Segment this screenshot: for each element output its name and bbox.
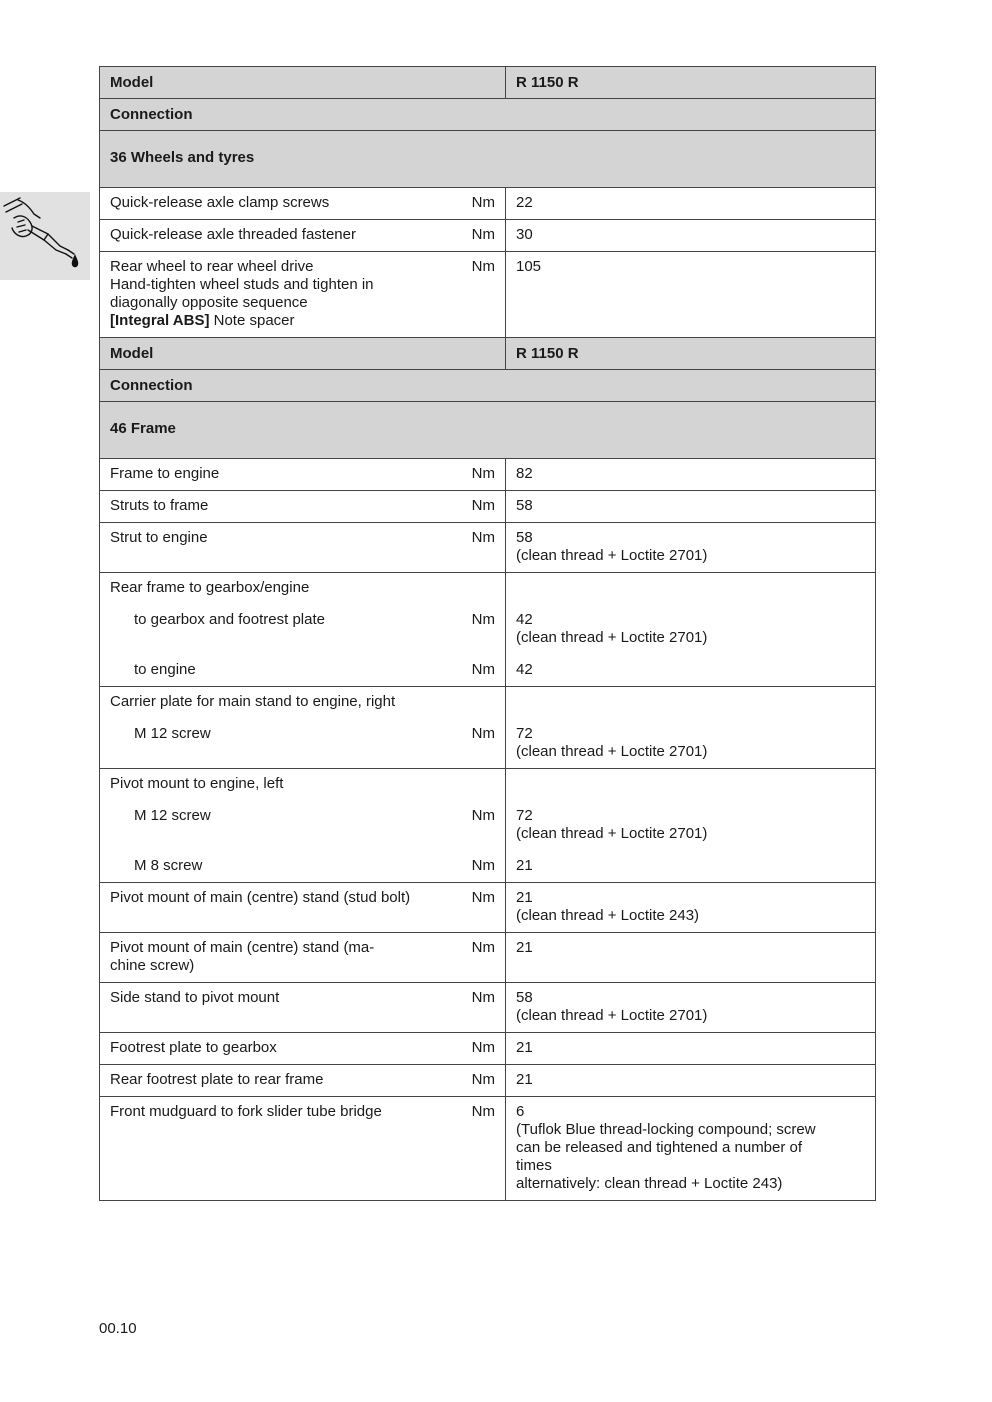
row-value-note: (Tuflok Blue thread-locking compound; screw (516, 1121, 816, 1138)
table-row (100, 1097, 876, 1201)
row-unit: Nm (471, 939, 495, 956)
table-row (100, 491, 876, 523)
row-description-line: Hand-tighten wheel studs and tighten in (110, 276, 374, 293)
page-number: 00.10 (99, 1320, 137, 1337)
row-value: 72 (516, 725, 533, 742)
row-value: 58 (516, 497, 533, 514)
row-value-note: alternatively: clean thread + Loctite 243) (516, 1175, 783, 1192)
row-description: Front mudguard to fork slider tube bridge (110, 1103, 382, 1120)
table-row (100, 933, 876, 983)
row-value: 21 (516, 1071, 533, 1088)
model-label: Model (110, 345, 154, 362)
row-unit: Nm (471, 661, 495, 678)
row-unit: Nm (471, 989, 495, 1006)
row-value: 72 (516, 807, 533, 824)
group-header-row (100, 131, 876, 188)
row-unit: Nm (471, 807, 495, 824)
row-value-note: (clean thread + Loctite 243) (516, 907, 700, 924)
connection-header-row (100, 370, 876, 402)
model-header-row (100, 338, 876, 370)
row-unit: Nm (471, 611, 495, 628)
sub-description: M 12 screw (134, 725, 211, 742)
table-row (100, 459, 876, 491)
row-unit: Nm (471, 1071, 495, 1088)
row-value: 21 (516, 889, 533, 906)
table-row (100, 573, 876, 687)
group-title: 46 Frame (110, 420, 176, 437)
connection-header-row (100, 99, 876, 131)
row-unit: Nm (471, 258, 495, 275)
model-value: R 1150 R (516, 345, 579, 362)
table-row (100, 769, 876, 883)
row-unit: Nm (471, 465, 495, 482)
row-unit: Nm (471, 1103, 495, 1120)
row-value: 42 (516, 661, 533, 678)
wrench-oil-hand-icon (0, 192, 90, 280)
row-description: Struts to frame (110, 497, 209, 514)
row-unit: Nm (471, 226, 495, 243)
row-value: 105 (516, 258, 542, 275)
model-label: Model (110, 74, 154, 91)
row-value: 21 (516, 939, 533, 956)
table-row (100, 220, 876, 252)
sub-description: M 8 screw (134, 857, 203, 874)
row-value: 21 (516, 1039, 533, 1056)
row-description: Pivot mount of main (centre) stand (ma- (110, 939, 375, 956)
model-header-row (100, 67, 876, 99)
note-bold: [Integral ABS] (110, 312, 210, 329)
sub-description: M 12 screw (134, 807, 211, 824)
table-row (100, 883, 876, 933)
row-value-note: can be released and tightened a number of (516, 1139, 803, 1156)
row-value: 82 (516, 465, 533, 482)
group-title: 36 Wheels and tyres (110, 149, 255, 166)
row-description: Strut to engine (110, 529, 208, 546)
row-unit: Nm (471, 1039, 495, 1056)
row-unit: Nm (471, 529, 495, 546)
row-value-note: (clean thread + Loctite 2701) (516, 629, 708, 646)
row-description: Pivot mount to engine, left (110, 775, 284, 792)
row-value-note: (clean thread + Loctite 2701) (516, 1007, 708, 1024)
row-value: 6 (516, 1103, 525, 1120)
row-unit: Nm (471, 725, 495, 742)
row-description-line: chine screw) (110, 957, 195, 974)
row-description: Pivot mount of main (centre) stand (stud bolt) (110, 889, 411, 906)
row-description: Rear frame to gearbox/engine (110, 579, 310, 596)
table-row (100, 687, 876, 769)
chapter-tab-icon (0, 192, 90, 280)
sub-description: to engine (134, 661, 196, 678)
row-value-note: (clean thread + Loctite 2701) (516, 743, 708, 760)
row-value-note: (clean thread + Loctite 2701) (516, 547, 708, 564)
row-value-note: times (516, 1157, 552, 1174)
table-row (100, 1065, 876, 1097)
connection-label: Connection (110, 377, 193, 394)
row-description: Quick-release axle threaded fastener (110, 226, 356, 243)
row-description: Footrest plate to gearbox (110, 1039, 277, 1056)
row-unit: Nm (471, 194, 495, 211)
table-row (100, 523, 876, 573)
table-row (100, 983, 876, 1033)
sub-description: to gearbox and footrest plate (134, 611, 325, 628)
row-unit: Nm (471, 889, 495, 906)
table-row (100, 188, 876, 220)
row-value-note: (clean thread + Loctite 2701) (516, 825, 708, 842)
torque-spec-table (99, 66, 876, 1201)
row-value: 58 (516, 529, 533, 546)
row-description-line: diagonally opposite sequence (110, 294, 308, 311)
row-unit: Nm (471, 857, 495, 874)
row-note (110, 312, 495, 330)
row-description: Side stand to pivot mount (110, 989, 280, 1006)
row-description: Carrier plate for main stand to engine, right (110, 693, 396, 710)
row-value: 21 (516, 857, 533, 874)
connection-label: Connection (110, 106, 193, 123)
row-value: 30 (516, 226, 533, 243)
table-row (100, 1033, 876, 1065)
group-header-row (100, 402, 876, 459)
model-value: R 1150 R (516, 74, 579, 91)
row-value: 42 (516, 611, 533, 628)
row-value: 22 (516, 194, 533, 211)
row-description: Quick-release axle clamp screws (110, 194, 330, 211)
row-value: 58 (516, 989, 533, 1006)
row-description: Frame to engine (110, 465, 220, 482)
row-description: Rear footrest plate to rear frame (110, 1071, 324, 1088)
row-unit: Nm (471, 497, 495, 514)
table-row (100, 252, 876, 338)
note-text: Note spacer (209, 312, 295, 329)
row-description: Rear wheel to rear wheel drive (110, 258, 314, 275)
